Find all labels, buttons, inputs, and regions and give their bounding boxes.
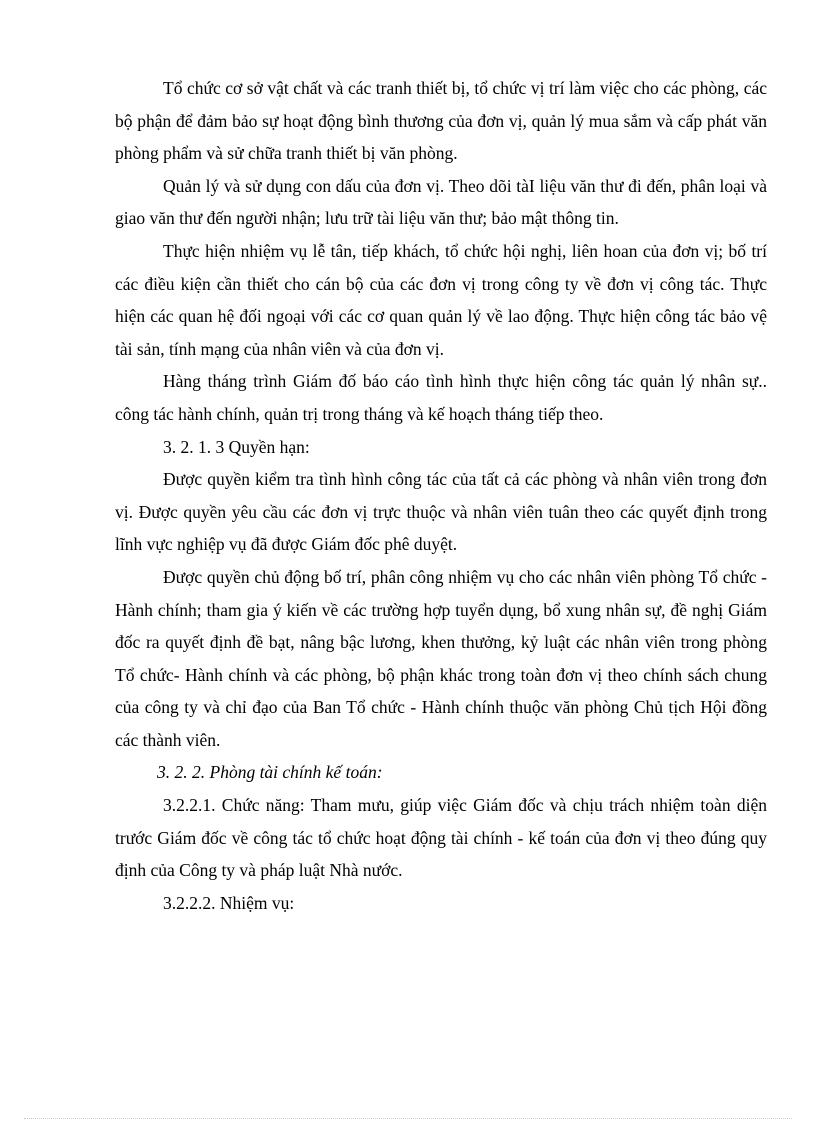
document-page <box>115 72 767 919</box>
page-bottom-divider <box>24 1118 792 1119</box>
heading-rights: 3. 2. 1. 3 Quyền hạn: <box>163 436 310 457</box>
paragraph-facilities: Tổ chức cơ sở vật chất và các tranh thiết bị, tổ chức vị trí làm việc cho các phòng, các bộ phận để đảm bảo sự hoạt động bình thương của đơn vị, quản lý mua sắm và cấp phát văn phòng phẩm và sử chữa tranh thiết bị văn phòng. <box>115 78 767 164</box>
paragraph-reception: Thực hiện nhiệm vụ lễ tân, tiếp khách, tổ chức hội nghị, liên hoan của đơn vị; bố trí các điều kiện cần thiết cho cán bộ của các đơn vị trong công ty về đơn vị công tác. Thực hiện các quan hệ đối ngoại với các cơ quan quản lý về lao động. Thực hiện công tác bảo vệ tài sản, tính mạng của nhân viên và của đơn vị. <box>115 240 767 359</box>
paragraph-finance-function: 3.2.2.1. Chức năng: Tham mưu, giúp việc Giám đốc và chịu trách nhiệm toàn diện trước Giám đốc về công tác tổ chức hoạt động tài chính - kế toán của đơn vị theo đúng quy định của Công ty và pháp luật Nhà nước. <box>115 795 767 881</box>
paragraph-rights-assign: Được quyền chủ động bố trí, phân công nhiệm vụ cho các nhân viên phòng Tổ chức - Hành chính; tham gia ý kiến về các trường hợp tuyển dụng, bổ xung nhân sự, đề nghị Giám đốc ra quyết định đề bạt, nâng bậc lương, khen thưởng, kỷ luật các nhân viên trong phòng Tổ chức- Hành chính và các phòng, bộ phận khác trong toàn đơn vị theo chính sách chung của công ty và chỉ đạo của Ban Tổ chức - Hành chính thuộc văn phòng Chủ tịch Hội đồng các thành viên. <box>115 566 767 750</box>
paragraph-monthly-report: Hàng tháng trình Giám đố báo cáo tình hình thực hiện công tác quản lý nhân sự.. công tác hành chính, quản trị trong tháng và kế hoạch tháng tiếp theo. <box>115 371 767 424</box>
paragraph-seal-records: Quản lý và sử dụng con dấu của đơn vị. Theo dõi tàI liệu văn thư đi đến, phân loại và giao văn thư đến người nhận; lưu trữ tài liệu văn thư; bảo mật thông tin. <box>115 175 767 229</box>
heading-finance-department: 3. 2. 2. Phòng tài chính kế toán: <box>157 762 383 783</box>
paragraph-rights-inspect: Được quyền kiểm tra tình hình công tác của tất cả các phòng và nhân viên trong đơn vị. Được quyền yêu cầu các đơn vị trực thuộc và nhân viên tuân theo các quyết định trong lĩnh vực nghiệp vụ đã được Giám đốc phê duyệt. <box>115 469 767 555</box>
heading-finance-duties: 3.2.2.2. Nhiệm vụ: <box>163 892 295 913</box>
